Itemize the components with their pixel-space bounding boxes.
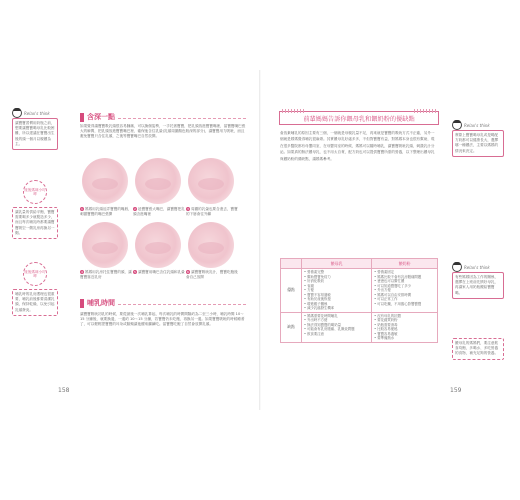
mom-avatar-icon xyxy=(452,262,462,272)
right-side-note-1 xyxy=(452,120,504,157)
caption-step-3: 3 周圍的乳暈也要含進去，寶寶的下唇會往外翻 xyxy=(186,207,238,216)
photo-step-6 xyxy=(188,222,234,268)
note-text: 哺乳時的乳房護理也很重要，哺乳前後都要清潔乳頭，保持乾燥，以免引起乳頭發炎。 xyxy=(12,289,58,316)
note-text: 餵母乳的媽媽們，要注意飲食均衡，多喝水、多吃營養的食物，補充足夠的營養。 xyxy=(452,338,504,360)
table-list-item: • 要花錢買奶粉 xyxy=(374,318,398,322)
table-list-item: • 比較容易便秘 xyxy=(374,327,398,331)
intro-paragraph: 如果覺得讓寶寶吸乳頭很容易腫痛，可以換個姿勢，一手托著寶寶，把乳頭放進寶寶嘴裡，當寶寶嘴巴張大的瞬間，把乳頭放進寶寶嘴巴裡，確保他含住乳暈(乳頭周圍顏色較深的部分)，讓寶寶用力吸吮，而且避免寶寶只含住乳頭，之後等寶寶嘴巴自然放開。 xyxy=(80,124,246,139)
table-cell-formula xyxy=(372,269,438,313)
table-row-label: 缺點 xyxy=(281,312,302,342)
table-list-item: • 爸爸也可以幫忙餵 xyxy=(374,279,405,283)
note-header: Relax's think xyxy=(452,120,504,130)
table-list-item: • 媽媽可以自由安排時間 xyxy=(374,292,412,297)
table-list-item: • 飲食要注意 xyxy=(304,331,325,336)
table-list-item: • 有助於產後恢復 xyxy=(304,297,331,301)
caption-step-1: 1 媽媽用乳頭逗弄寶寶的嘴唇，刺激寶寶的嘴巴張開 xyxy=(80,207,132,216)
photo-step-5 xyxy=(135,222,181,268)
note-header: Relax's think xyxy=(12,108,58,118)
note-badge-icon: 產後媽咪小叮嚀 xyxy=(23,262,47,286)
table-list-item: • 奶瓶需要消毒 xyxy=(374,322,398,327)
section-marker-icon xyxy=(80,299,84,308)
caption-step-2: 2 趁寶寶張大嘴巴，讓寶寶把乳頭含進嘴裡 xyxy=(133,207,185,216)
section-divider xyxy=(118,304,246,305)
table-list-item: • 可能會有乳房脹痛、乳腺炎問題 xyxy=(304,327,355,331)
page-number-left: 158 xyxy=(58,387,70,394)
section-marker-icon xyxy=(80,113,84,122)
table-cell-breast xyxy=(302,269,372,313)
table-list-item: • 媽媽需要花時間哺乳 xyxy=(304,313,338,318)
table-header-row xyxy=(281,259,438,269)
photo-step-1 xyxy=(82,158,128,204)
table-list-item: • 營養素固定 xyxy=(374,270,395,274)
caption-step-5: 5 讓寶寶用嘴巴含住乳頭和乳暈 xyxy=(134,270,185,274)
left-side-note-3 xyxy=(12,262,58,316)
table-list-item: • 幫助寶寶免疫力 xyxy=(304,274,331,279)
table-row xyxy=(281,312,438,342)
table-row-label: 優點 xyxy=(281,269,302,313)
right-intro-paragraph: 會放棄哺乳的原因主要有三個，一個就是母親乳量不足，再來就是寶寶的吸吮方式不正確，另外一個就是媽媽覺得哺乳很麻煩。其實餵母乳好處多多，不但對寶寶有益，對媽媽本身也很有幫助，現在很多醫院都有母嬰同室，在母嬰同室的時候，媽媽可以隨時哺乳，讓寶寶吸吮乳頭，刺激乳汁分泌。如果真的無法餵母乳，也不用太自責，配方奶也可以提供寶寶所需的營養，以下整理出餵母乳與餵奶粉的優缺點，讓媽媽參考。 xyxy=(280,131,435,161)
caption-step-4: 4 媽媽用乳房托住寶寶的頭，讓寶寶靠近乳房 xyxy=(80,270,132,279)
table-body xyxy=(281,269,438,343)
table-list-item: • 無法得知寶寶的喝奶量 xyxy=(304,322,341,327)
photo-step-2 xyxy=(135,158,181,204)
table-list-item: • 沒有母乳的抗體 xyxy=(374,313,401,318)
table-list-item: • 媽媽比較不會有乳房脹痛問題 xyxy=(374,274,422,279)
feeding-paragraph: 讓寶寶吸吮初乳的時候，要從最後一次哺乳算起，每次哺乳的時間間隔約為二至三小時，哺乳時間 10～15 分鐘後，就要換邊，一邊約 10～15 分鐘，若寶寶仍未吃飽，再換另一邊。如果寶寶吸吮的時候睡著了，可以輕輕捏寶寶的耳朵或臉頰讓他醒來繼續吃。當寶寶吃飽了自然會放開乳頭。 xyxy=(80,312,245,327)
table-list-item: • 方便 xyxy=(304,288,314,292)
table-cell-breast xyxy=(302,312,372,342)
left-side-note-1 xyxy=(12,108,58,150)
right-side-note-2 xyxy=(452,262,504,299)
table-list-item: • 增進親子關係 xyxy=(304,301,328,306)
mom-avatar-icon xyxy=(12,108,22,118)
mom-avatar-icon xyxy=(452,120,462,130)
book-gutter xyxy=(259,70,261,410)
note-text: 讓寶寶習慣用奶瓶之前，想要讓寶寶喝母乳比較困難，所以建議在寶寶出生後的頭一個月以親餵為主。 xyxy=(12,118,58,150)
photo-step-3 xyxy=(188,158,234,204)
table-list-item: • 可以知道寶寶吃了多少 xyxy=(374,283,412,288)
table-header-formula: 餵奶粉 xyxy=(372,259,438,269)
section-title-deep-latch: 含深一點 xyxy=(80,112,115,122)
table-list-item: • 好消化吸收 xyxy=(304,279,325,283)
note-header: Relax's think xyxy=(452,262,504,272)
table-list-item: • 減少乳癌發生機率 xyxy=(304,306,335,310)
table-list-item: • 可以吃藥，不用擔心影響寶寶 xyxy=(374,301,422,306)
section-title-feeding-time: 哺乳時間 xyxy=(80,298,115,308)
note-text: 有些媽媽因為工作的關係，選擇在上班前先擠好母乳，再讓家人用奶瓶餵給寶寶喝。 xyxy=(452,272,504,299)
table-header-breast: 餵母乳 xyxy=(302,259,372,269)
table-list-item: • 外出時不方便 xyxy=(304,318,328,322)
right-page-title: 前輩媽媽告訴你餵母乳和餵奶粉的優缺點 xyxy=(279,111,439,125)
note-text: 實際上寶寶喝母乳或是喝配方奶都可以健康長大，選擇哪一種餵法，主要以媽媽的情況來決定。 xyxy=(452,130,504,157)
table-list-item: • 省錢 xyxy=(304,283,314,288)
table-list-item: • 外出方便 xyxy=(374,288,391,292)
table-row xyxy=(281,269,438,313)
section-divider xyxy=(118,118,246,119)
comparison-table xyxy=(280,258,438,343)
photo-step-4 xyxy=(82,222,128,268)
table-list-item: • 寶寶容易過敏 xyxy=(374,331,398,336)
caption-step-6: 6 讓寶寶吸吮乳汁，寶寶吃飽後會自己放開 xyxy=(186,270,238,279)
table-list-item: • 營養素完整 xyxy=(304,270,325,274)
left-side-note-2 xyxy=(12,180,58,239)
note-text: 讓乳量的供給平衡，寶寶需要喝多少就製造多少，而且每次哺乳時都要讓寶寶吸空一側乳房再換另一側。 xyxy=(12,207,58,239)
table-header-corner xyxy=(281,259,302,269)
page-number-right: 159 xyxy=(450,387,462,394)
table-list-item: • 可以正常工作 xyxy=(374,297,398,301)
note-badge-icon: 產後媽咪小叮嚀 xyxy=(23,180,47,204)
table-list-item: • 要準備熱水 xyxy=(374,336,395,340)
table-cell-formula xyxy=(372,312,438,342)
table-list-item: • 寶寶不容易過敏 xyxy=(304,292,331,297)
right-side-note-3 xyxy=(452,338,504,360)
